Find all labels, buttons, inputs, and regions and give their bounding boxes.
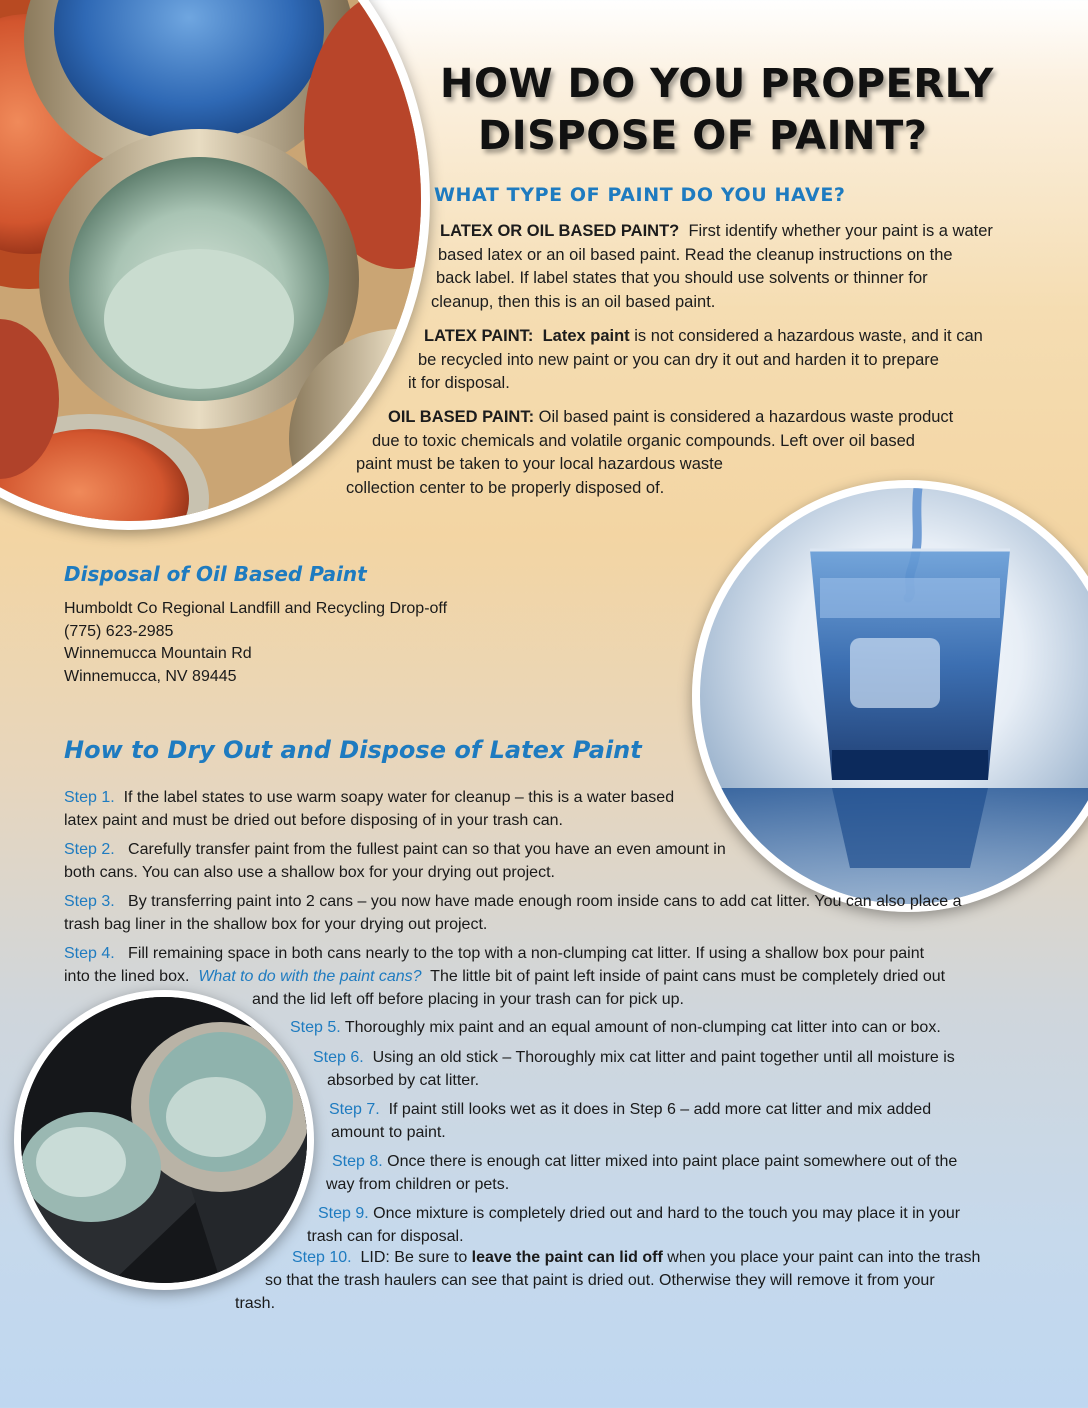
latex-paint-paragraph: LATEX PAINT: Latex paint is not considered a hazardous waste, and it can be recycled into new paint or you can dry it out and harden it to prepare it for disposal.: [408, 327, 983, 392]
latex-or-oil-label: LATEX OR OIL BASED PAINT?: [440, 222, 680, 240]
step-7: Step 7. If paint still looks wet as it does in Step 6 – add more cat litter and mix added amount to paint.: [329, 1101, 932, 1141]
latex-or-oil-paragraph: LATEX OR OIL BASED PAINT? First identify whether your paint is a water based latex or an oil based paint. Read the cleanup instructions on the back label. If label states that you should use solvents or thinner for cleanup, then this is an oil based paint.: [431, 222, 993, 311]
facility-name: Humboldt Co Regional Landfill and Recycling Drop-off: [64, 600, 448, 617]
latex-disposal-heading: How to Dry Out and Dispose of Latex Paint: [64, 736, 642, 764]
title-line-2: DISPOSE OF PAINT?: [478, 113, 928, 159]
step-4: Step 4. Fill remaining space in both cans nearly to the top with a non-clumping cat litter. If using a shallow box pour paint into the lined box. What to do with the paint cans? The little bit of paint left inside of paint cans must be completely dried out and the lid left off before placing in your trash can for pick up.: [64, 945, 946, 1008]
title-line-1: HOW DO YOU PROPERLY: [440, 61, 994, 107]
step-2: Step 2. Carefully transfer paint from the fullest paint can so that you have an even amount in both cans. You can also use a shallow box for your drying out project.: [64, 841, 726, 881]
cat-litter-paint-photo-icon: [14, 990, 314, 1290]
step-8: Step 8. Once there is enough cat litter mixed into paint place paint somewhere out of the way from children or pets.: [326, 1153, 958, 1193]
step-10: Step 10. LID: Be sure to leave the paint can lid off when you place your paint can into the trash so that the trash haulers can see that paint is dried out. Otherwise they will remove it from your trash.: [235, 1249, 981, 1312]
facility-phone: (775) 623-2985: [64, 622, 174, 640]
step-5: Step 5. Thoroughly mix paint and an equal amount of non-clumping cat litter into can or box.: [290, 1019, 941, 1036]
latex-paint-label: LATEX PAINT:: [424, 327, 534, 345]
step-1: Step 1. If the label states to use warm soapy water for cleanup – this is a water based latex paint and must be dried out before disposing of in your trash can.: [64, 789, 675, 829]
step-6: Step 6. Using an old stick – Thoroughly mix cat litter and paint together until all moisture is absorbed by cat litter.: [313, 1049, 955, 1089]
oil-disposal-heading: Disposal of Oil Based Paint: [64, 562, 367, 586]
facility-city: Winnemucca, NV 89445: [64, 667, 237, 685]
facility-street: Winnemucca Mountain Rd: [64, 645, 252, 662]
water-glass-photo-icon: [692, 480, 1088, 912]
oil-paint-label: OIL BASED PAINT:: [388, 408, 535, 426]
paint-type-heading: WHAT TYPE OF PAINT DO YOU HAVE?: [434, 184, 846, 206]
step-9: Step 9. Once mixture is completely dried out and hard to the touch you may place it in your trash can for disposal.: [307, 1205, 961, 1245]
oil-disposal-address: [64, 598, 447, 688]
oil-paint-paragraph: OIL BASED PAINT: Oil based paint is considered a hazardous waste product due to toxic chemicals and volatile organic compounds. Left over oil based paint must be taken to your local hazardous waste collection center to be properly disposed of.: [346, 408, 954, 497]
page-title: [440, 58, 1080, 162]
step-3: Step 3. By transferring paint into 2 cans – you now have made enough room inside cans to add cat litter. You can also place a trash bag liner in the shallow box for your drying out project.: [64, 893, 962, 933]
